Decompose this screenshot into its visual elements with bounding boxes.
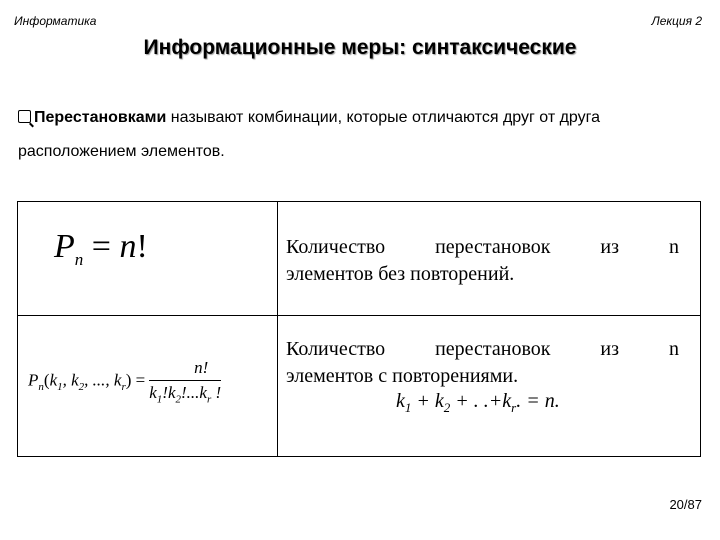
- repetition-description: Количество перестановок из n элементов с повторениями.: [286, 338, 679, 387]
- sum-condition: $k_1 + k_2$ + . $.+k_r$. = n.: [396, 390, 560, 415]
- fraction: $\frac{n!}{k_1!k_2!...k_r !}$: [149, 358, 222, 406]
- permutation-formula: $P_n = n$!: [54, 228, 148, 269]
- formula-table: [17, 201, 701, 457]
- description-cell: [278, 316, 701, 457]
- definition-text: называют комбинации, которые отличаются друг от друга: [166, 109, 601, 126]
- formula-cell: [18, 316, 278, 457]
- table-row: [18, 316, 701, 457]
- page-number: 20/87: [669, 497, 702, 512]
- formula-cell: [18, 202, 278, 316]
- course-name: Информатика: [14, 14, 97, 28]
- lecture-label: Лекция 2: [651, 14, 702, 28]
- description-cell: [278, 202, 701, 316]
- definition-term: Перестановками: [34, 109, 167, 126]
- definition-continuation: расположением элементов.: [18, 143, 225, 160]
- permutation-repetition-formula: $P_n(k_1$, $k_2$, ..., $k_r$) = $\frac{n!}{k_1!k_2!...k_r !}$: [28, 358, 222, 406]
- definition-line: [18, 108, 708, 128]
- q-bullet-icon: [18, 110, 31, 123]
- permutation-description: Количество перестановок из n элементов без повторений.: [286, 236, 679, 285]
- slide-title: Информационные меры: синтаксические: [143, 36, 577, 59]
- table-row: [18, 202, 701, 316]
